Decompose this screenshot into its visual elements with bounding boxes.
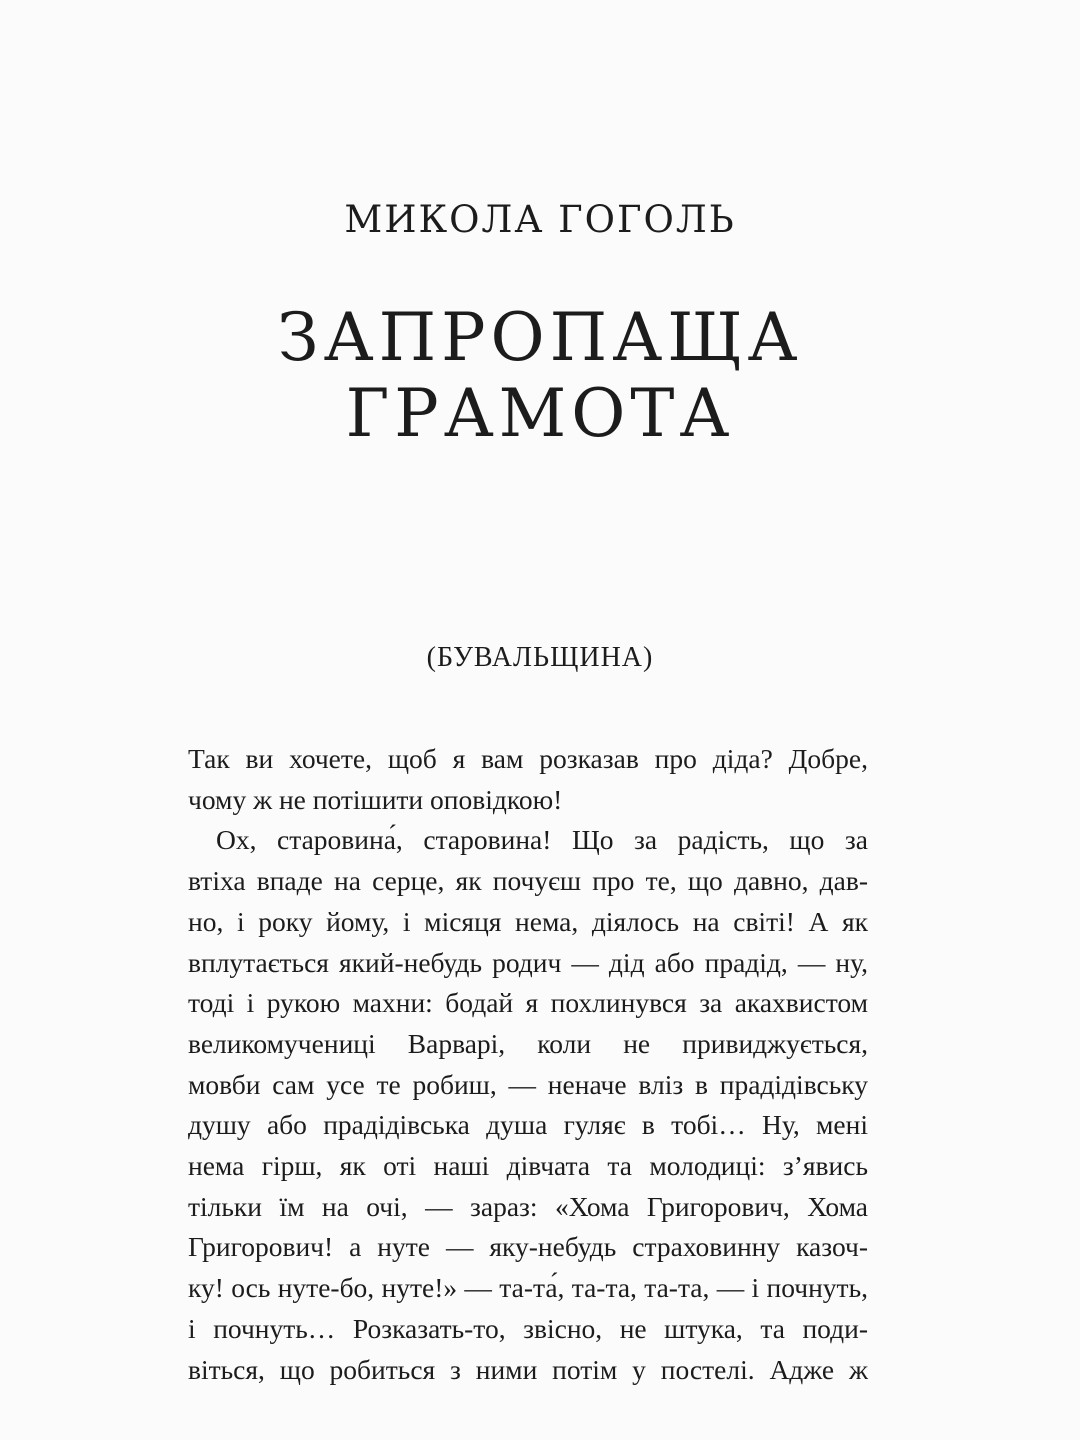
text-line: Ох, старовина́, старовина! Що за радість, що за (216, 824, 868, 856)
story-title-line-2: ГРАМОТА (345, 375, 735, 452)
text-line: вплутається який-небудь родич — дід або прадід, — ну, (188, 946, 868, 978)
story-title-line-1: ЗАПРОПАЩА (277, 299, 803, 376)
story-body (188, 739, 868, 1390)
text-line: душу або прадідівська душа гуляє в тобі… Ну, мені (188, 1109, 868, 1141)
text-line: нема гірш, як оті наші дівчата та молодиці: з’явись (188, 1150, 868, 1182)
text-line: Григорович! а нуте — яку-небудь страховинну казоч- (188, 1231, 868, 1263)
author-name: МИКОЛА ГОГОЛЬ (344, 198, 736, 241)
story-subtitle: (БУВАЛЬЩИНА) (426, 642, 654, 673)
story-title (0, 300, 1080, 452)
text-line: віться, що робиться з ними потім у постелі. Адже ж (188, 1353, 868, 1385)
text-line: втіха впаде на серце, як почуєш про те, що давно, дав- (188, 865, 868, 897)
text-line: мовби сам усе те робиш, — неначе вліз в прадідівську (188, 1068, 868, 1100)
text-line: чому ж не потішити оповідкою! (188, 783, 563, 815)
text-line: тільки їм на очі, — зараз: «Хома Григорович, Хома (188, 1190, 868, 1222)
text-line: ку! ось нуте-бо, нуте!» — та-та́, та-та, та-та, — і почнуть, (188, 1272, 868, 1304)
text-line: но, і року йому, і місяця нема, діялось на світі! А як (188, 905, 868, 937)
text-line: тоді і рукою махни: бодай я похлинувся за акахвистом (188, 987, 868, 1019)
text-line: Так ви хочете, щоб я вам розказав про діда? Добре, (188, 743, 868, 774)
text-line: і почнуть… Розказать-то, звісно, не штука, та поди- (188, 1312, 868, 1344)
text-line: великомучениці Варварі, коли не привиджується, (188, 1027, 868, 1059)
